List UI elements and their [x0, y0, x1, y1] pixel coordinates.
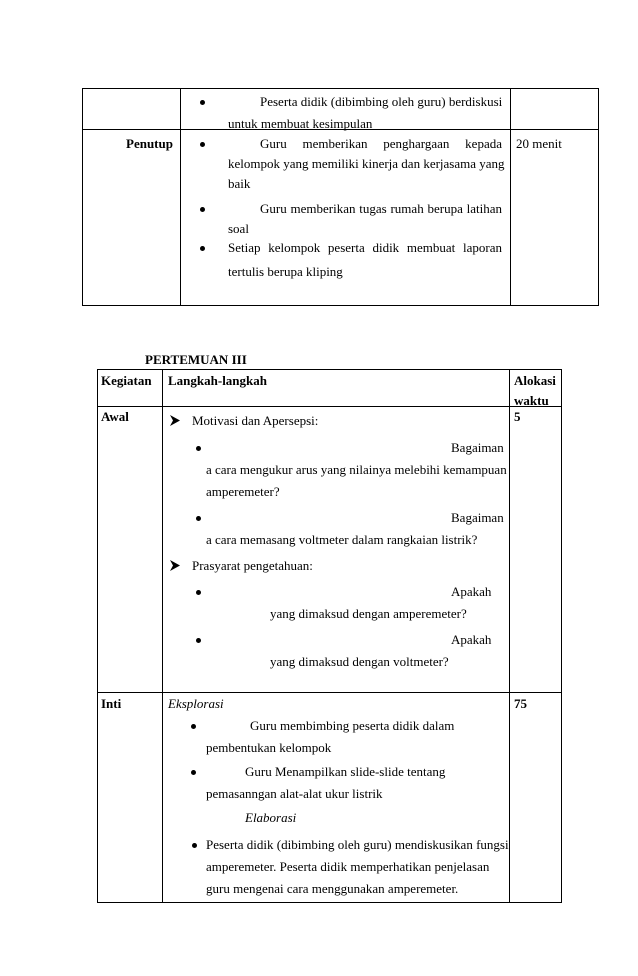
bullet-icon: [196, 446, 201, 451]
step-text: amperemeter. Peserta didik memperhatikan penjelasan: [206, 859, 490, 874]
kegiatan-penutup: Penutup: [126, 136, 173, 151]
step-text: Peserta didik (dibimbing oleh guru) berdiskusi: [260, 94, 503, 109]
alokasi-awal: 5: [514, 409, 521, 424]
kegiatan-awal: Awal: [101, 409, 129, 424]
alokasi-inti: 75: [514, 696, 527, 711]
bullet-icon: [200, 100, 205, 105]
bullet-icon: [200, 142, 205, 147]
step-text: guru mengenai cara menggunakan amperemeter.: [206, 881, 459, 896]
step-text: baik: [228, 176, 251, 191]
question-text: Bagaiman: [451, 510, 504, 525]
step-text: untuk membuat kesimpulan: [228, 116, 373, 131]
arrow-bullet-icon: [170, 560, 180, 571]
step-text: pembentukan kelompok: [206, 740, 332, 755]
step-text: kelompok yang memiliki kinerja dan kerjasama yang: [228, 156, 505, 171]
question-text: yang dimaksud dengan voltmeter?: [270, 654, 449, 669]
question-text: Bagaiman: [451, 440, 504, 455]
question-text: Apakah: [451, 584, 492, 599]
bullet-icon: [196, 590, 201, 595]
bullet-icon: [196, 516, 201, 521]
bullet-icon: [196, 638, 201, 643]
step-text: Guru memberikan tugas rumah berupa latihan: [260, 201, 502, 216]
bullet-icon: [191, 724, 196, 729]
motivasi-label: Motivasi dan Apersepsi:: [192, 413, 319, 428]
step-text: tertulis berupa kliping: [228, 264, 343, 279]
step-text: soal: [228, 221, 249, 236]
step-text: Guru memberikan penghargaan kepada: [260, 136, 502, 151]
step-text: Setiap kelompok peserta didik membuat laporan: [228, 240, 502, 255]
question-text: amperemeter?: [206, 484, 280, 499]
alokasi-penutup: 20 menit: [516, 136, 562, 151]
kegiatan-inti: Inti: [101, 696, 122, 711]
question-text: yang dimaksud dengan amperemeter?: [270, 606, 467, 621]
step-text: Guru membimbing peserta didik dalam: [250, 718, 455, 733]
section-title: PERTEMUAN III: [145, 352, 247, 367]
header-alokasi: Alokasi: [514, 373, 556, 388]
question-text: Apakah: [451, 632, 492, 647]
question-text: a cara mengukur arus yang nilainya melebihi kemampuan: [206, 462, 507, 477]
header-langkah: Langkah-langkah: [168, 373, 267, 388]
eksplorasi-label: Eksplorasi: [168, 696, 224, 711]
arrow-bullet-icon: [170, 415, 180, 426]
bullet-icon: [200, 207, 205, 212]
question-text: a cara memasang voltmeter dalam rangkaian listrik?: [206, 532, 478, 547]
step-text: Peserta didik (dibimbing oleh guru) mendiskusikan fungsi: [206, 837, 509, 852]
bullet-icon: [192, 843, 197, 848]
prasyarat-label: Prasyarat pengetahuan:: [192, 558, 313, 573]
bullet-icon: [200, 246, 205, 251]
bullet-icon: [191, 770, 196, 775]
elaborasi-label: Elaborasi: [245, 810, 297, 825]
step-text: Guru Menampilkan slide-slide tentang: [245, 764, 446, 779]
header-kegiatan: Kegiatan: [101, 373, 152, 388]
header-waktu: waktu: [514, 393, 549, 408]
step-text: pemasanngan alat-alat ukur listrik: [206, 786, 383, 801]
